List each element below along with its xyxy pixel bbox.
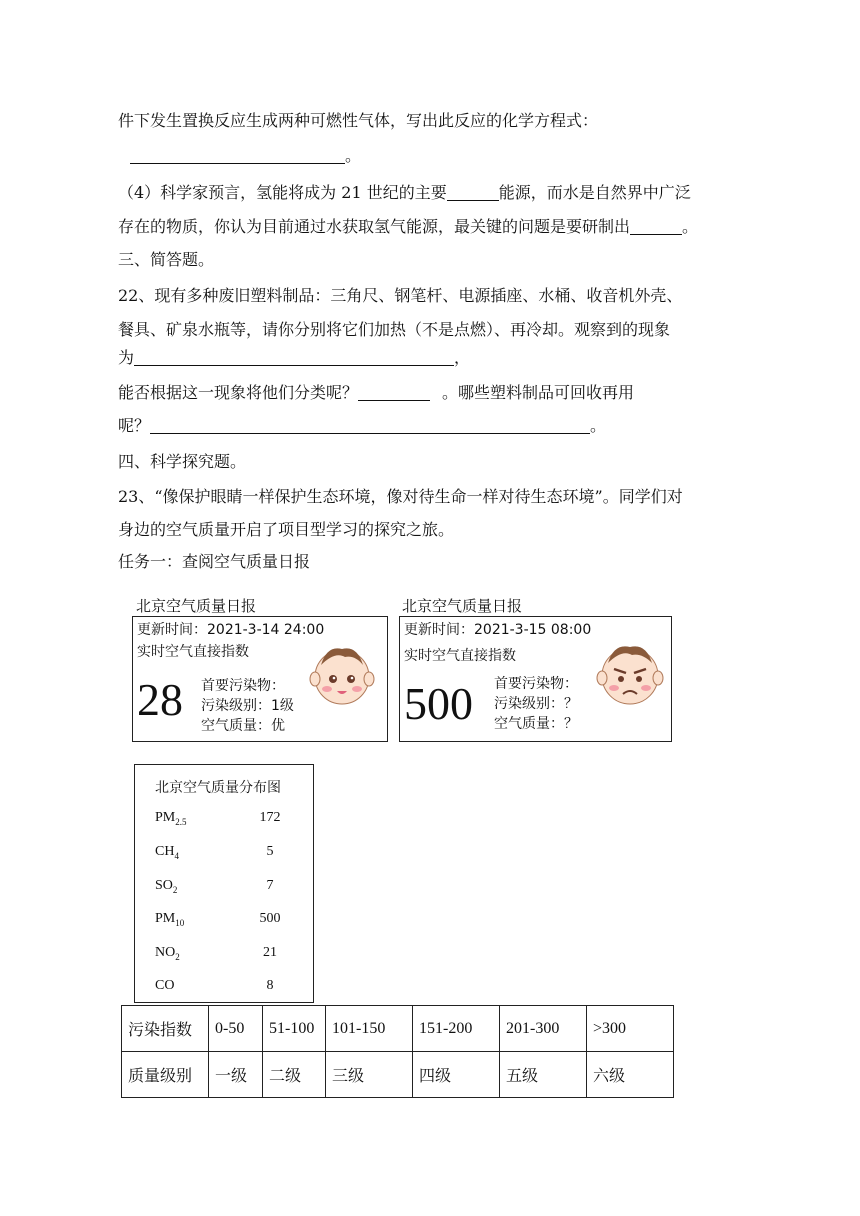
table-cell: 101-150	[326, 1006, 413, 1052]
question-23-line-1: 23、“像保护眼睛一样保护生态环境，像对待生命一样对待生态环境”。同学们对	[118, 487, 683, 506]
question-22-line-1: 22、现有多种废旧塑料制品：三角尺、钢笔杆、电源插座、水桶、收音机外壳、	[118, 286, 683, 305]
answer-blank[interactable]	[130, 147, 345, 164]
answer-blank[interactable]	[134, 349, 454, 366]
pollution-level: 污染级别：1级	[201, 698, 294, 714]
text-line-4: 存在的物质，你认为目前通过水获取氢气能源，最关键的问题是要研制出 。	[118, 217, 699, 236]
card-subtitle: 实时空气直接指数	[137, 644, 249, 660]
table-cell: 质量级别	[122, 1052, 209, 1098]
table-row	[122, 1052, 674, 1098]
table-cell: 二级	[263, 1052, 326, 1098]
table-cell: 一级	[209, 1052, 263, 1098]
table-cell: 六级	[587, 1052, 674, 1098]
distribution-title: 北京空气质量分布图	[155, 780, 281, 796]
primary-pollutant: 首要污染物：	[201, 678, 285, 694]
answer-blank[interactable]	[630, 218, 682, 235]
card-1-title: 北京空气质量日报	[136, 597, 257, 615]
pollutant-row: $PM_{2.5}$ 172	[155, 810, 281, 827]
table-cell: >300	[587, 1006, 674, 1052]
pollution-level: 污染级别：？	[494, 696, 578, 712]
table-cell: 四级	[413, 1052, 500, 1098]
air-quality-card-2	[399, 616, 672, 742]
air-quality: 空气质量：优	[201, 718, 285, 734]
question-22-line-5: 呢？ 。	[118, 416, 607, 435]
air-quality-distribution	[134, 764, 314, 1003]
table-cell: 三级	[326, 1052, 413, 1098]
text-line-3: （4）科学家预言，氢能将成为 21 世纪的主要 能源，而水是自然界中广泛	[118, 183, 691, 202]
text-line-1: 件下发生置换反应生成两种可燃性气体，写出此反应的化学方程式：	[118, 111, 599, 130]
answer-blank[interactable]	[447, 184, 499, 201]
air-quality-card-1	[132, 616, 388, 742]
question-22-line-3: 为 ，	[118, 348, 471, 367]
section-heading-4: 四、科学探究题。	[118, 452, 247, 471]
pollutant-row: $CH_4$ 5	[155, 844, 274, 861]
pollutant-row: $SO_2$ 7	[155, 878, 274, 895]
section-heading-3: 三、简答题。	[118, 250, 215, 269]
table-cell: 201-300	[500, 1006, 587, 1052]
primary-pollutant: 首要污染物：	[494, 676, 578, 692]
happy-baby-face-icon	[305, 637, 379, 709]
aqi-value: 500	[404, 678, 473, 729]
update-time: 更新时间：2021-3-14 24:00	[137, 622, 325, 638]
table-cell: 151-200	[413, 1006, 500, 1052]
question-23-line-2: 身边的空气质量开启了项目型学习的探究之旅。	[118, 520, 455, 539]
update-time: 更新时间：2021-3-15 08:00	[404, 622, 592, 638]
card-2-title: 北京空气质量日报	[402, 597, 523, 615]
table-cell: 污染指数	[122, 1006, 209, 1052]
table-cell: 51-100	[263, 1006, 326, 1052]
question-22-line-4: 能否根据这一现象将他们分类呢？ 。哪些塑料制品可回收再用	[118, 383, 635, 402]
pollutant-row: $NO_2$ 21	[155, 945, 277, 962]
pollutant-row: CO 8	[155, 978, 274, 993]
task-1-heading: 任务一：查阅空气质量日报	[118, 552, 311, 571]
angry-baby-face-icon	[592, 635, 668, 709]
card-subtitle: 实时空气直接指数	[404, 648, 516, 664]
question-22-line-2: 餐具、矿泉水瓶等，请你分别将它们加热（不是点燃）、再冷却。观察到的现象	[118, 320, 671, 339]
table-cell: 0-50	[209, 1006, 263, 1052]
text-line-2: 。	[130, 146, 361, 166]
pollutant-row: $PM_{10}$ 500	[155, 911, 281, 928]
answer-blank[interactable]	[358, 384, 430, 401]
table-row	[122, 1006, 674, 1052]
aqi-value: 28	[137, 674, 183, 725]
pollution-grade-table	[121, 1005, 674, 1098]
air-quality: 空气质量：？	[494, 716, 578, 732]
answer-blank[interactable]	[150, 417, 590, 434]
table-cell: 五级	[500, 1052, 587, 1098]
